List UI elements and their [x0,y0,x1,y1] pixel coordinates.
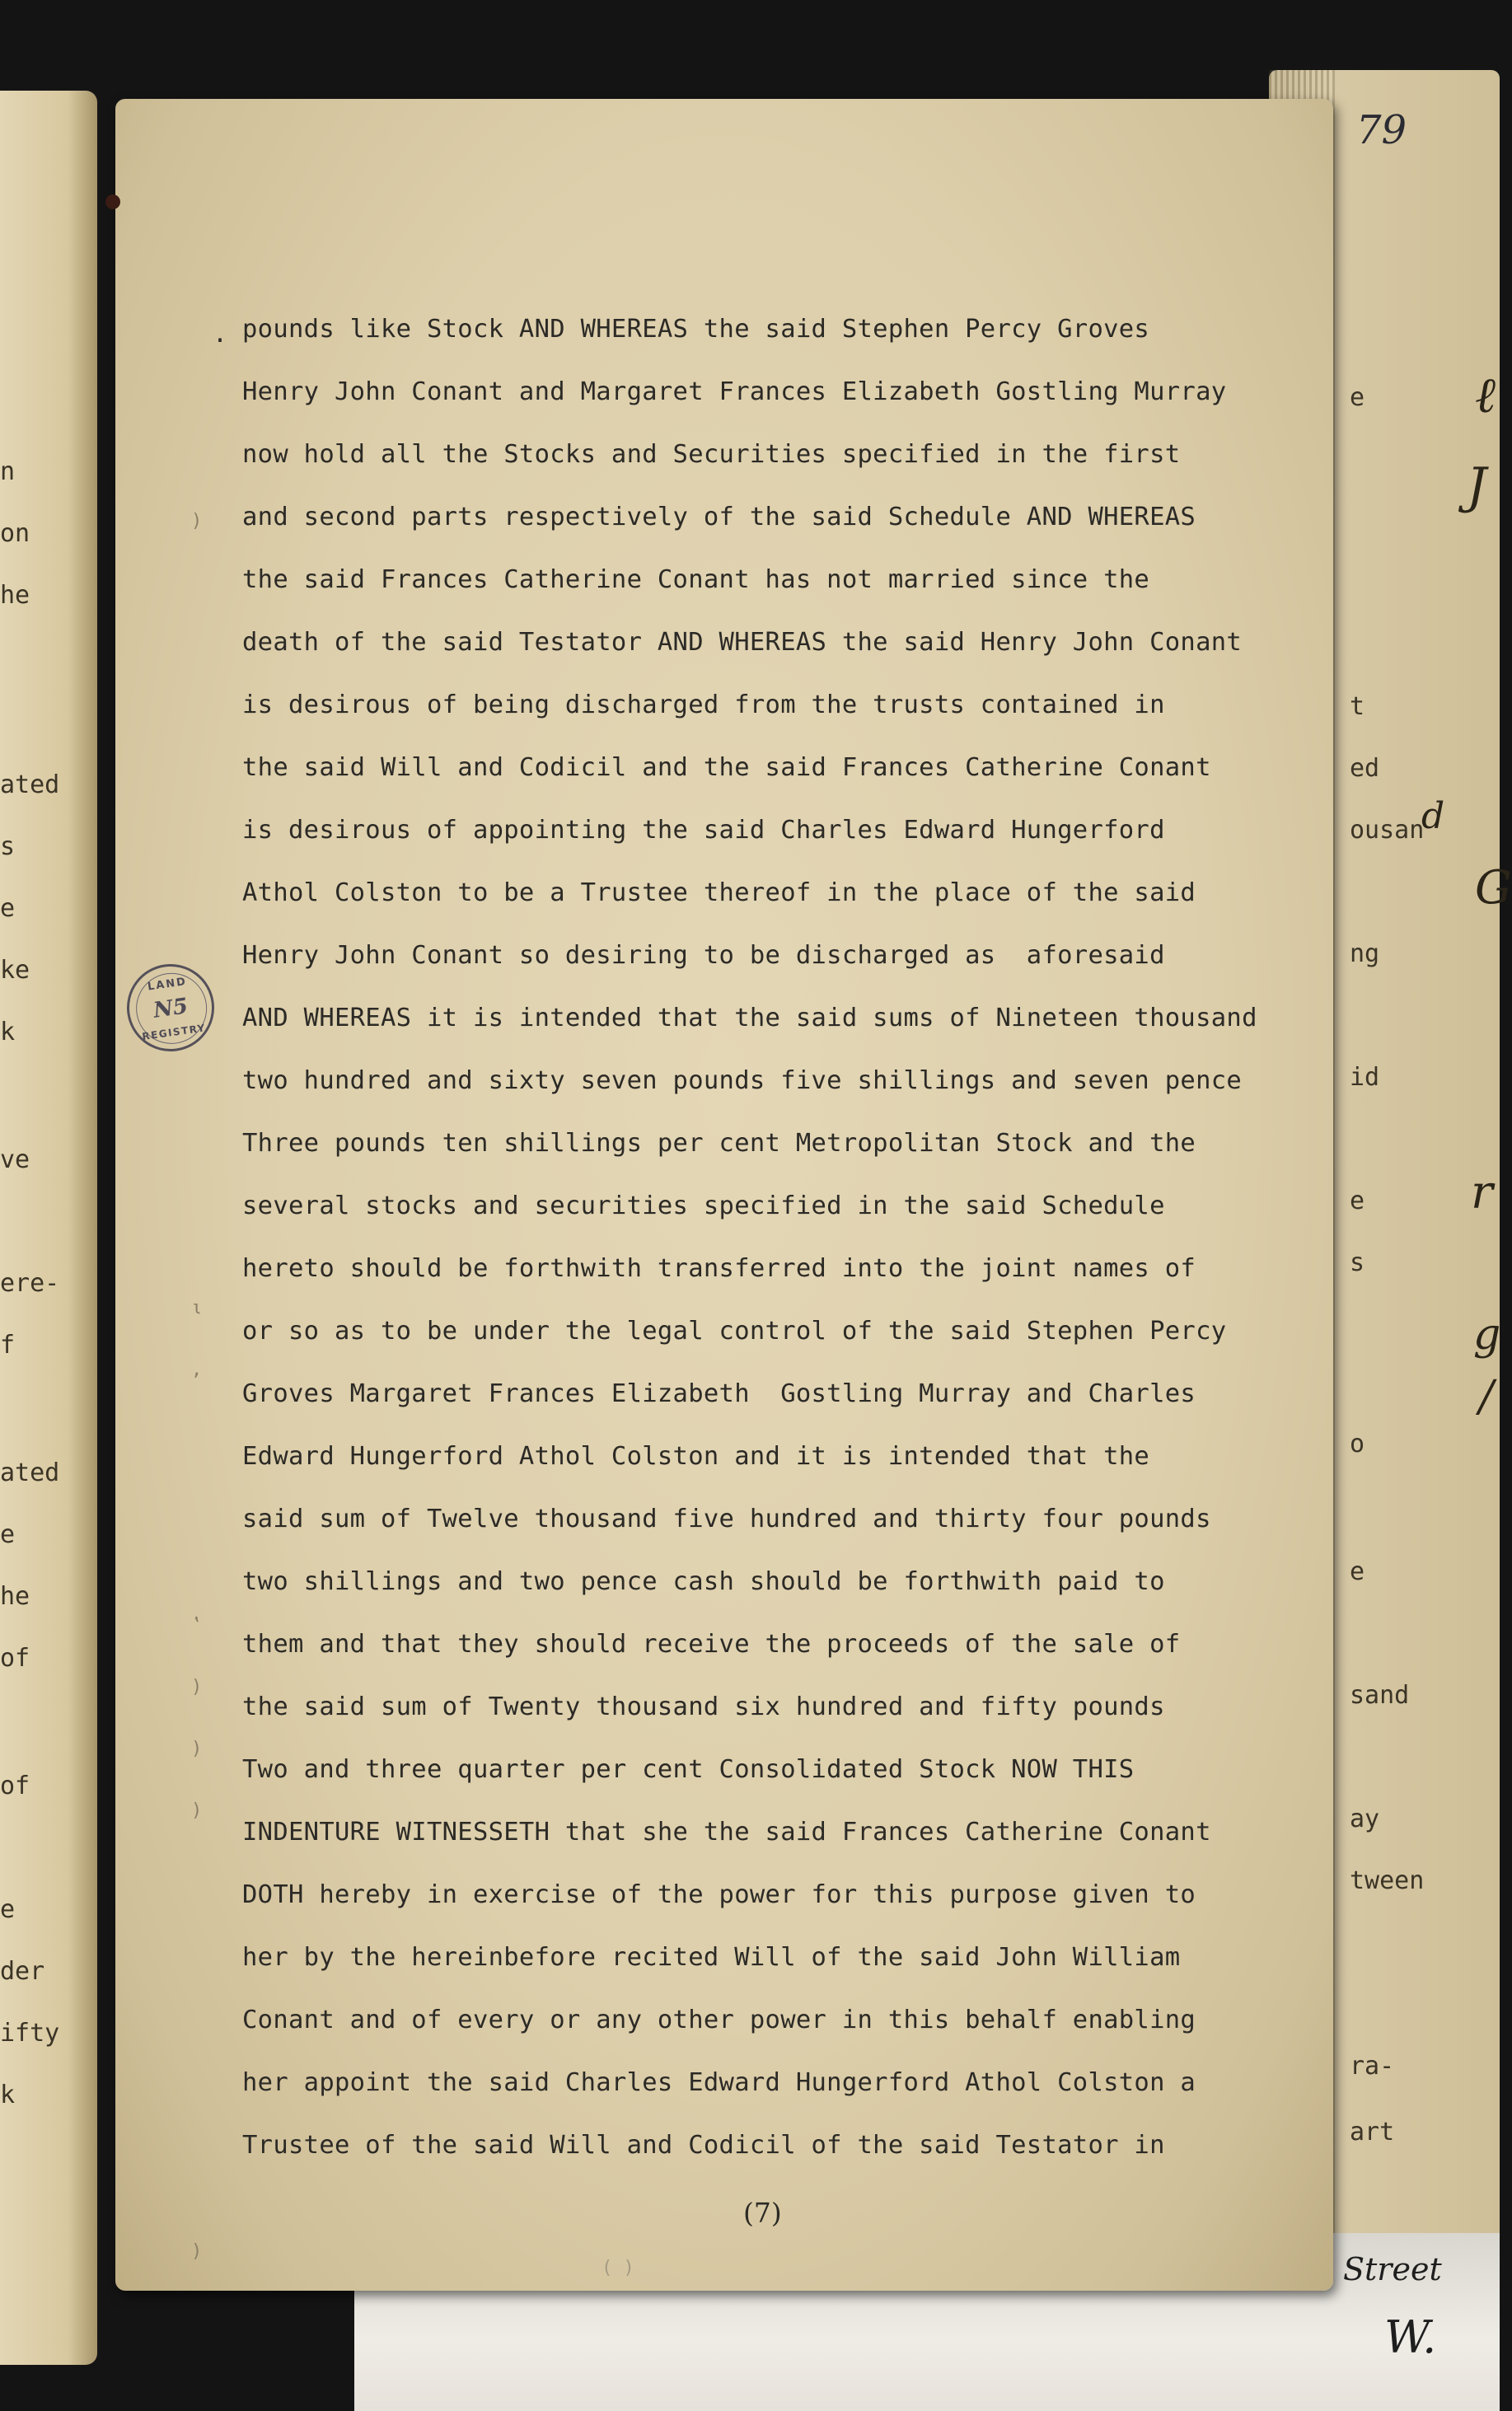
left-page-fragment: e [0,1895,16,1924]
left-page-fragment: k [0,1018,16,1046]
left-page-fragment: ated [0,770,60,799]
text-line: hereto should be forthwith transferred into the joint names of [242,1254,1196,1283]
left-facing-page [0,91,97,2365]
stamp-top-text: LAND [147,976,188,994]
text-line: pounds like Stock AND WHEREAS the said Stephen Percy Groves [242,315,1150,344]
handwritten-mark: G [1475,861,1512,915]
margin-tick: ) [191,1739,203,1759]
right-page-fragment: e [1350,383,1365,412]
left-page-fragment: s [0,832,16,861]
handwritten-page-number: 79 [1356,107,1407,153]
folio-number: (7) [743,2197,782,2229]
right-page-fragment: s [1350,1248,1365,1277]
right-page-fragment: ed [1350,754,1380,783]
text-line: said sum of Twelve thousand five hundred and thirty four pounds [242,1505,1211,1533]
right-page-fragment: id [1350,1063,1380,1092]
left-page-fragment: ke [0,956,30,985]
handwritten-mark: / [1479,1372,1494,1421]
text-line: Three pounds ten shillings per cent Metropolitan Stock and the [242,1129,1196,1158]
margin-tick: ) [191,1800,203,1821]
left-page-fragment: ve [0,1145,30,1174]
faint-bracket-mark: ( ) [602,2258,634,2278]
right-page-fragment: tween [1350,1866,1425,1895]
text-line: Two and three quarter per cent Consolidated Stock NOW THIS [242,1755,1135,1784]
left-page-fragment: der [0,1957,45,1986]
handwritten-mark: r [1471,1166,1493,1220]
text-line: AND WHEREAS it is intended that the said sums of Nineteen thousand [242,1004,1257,1032]
handwritten-mark: d [1421,795,1445,837]
margin-tick: ) [191,2241,203,2262]
right-page-fragment: t [1350,692,1365,721]
left-page-fragment: ere- [0,1269,60,1298]
left-page-fragment: k [0,2081,16,2109]
right-page-fragment: e [1350,1187,1365,1215]
text-line: two shillings and two pence cash should be forthwith paid to [242,1567,1165,1596]
text-line: the said Frances Catherine Conant has not married since the [242,565,1150,594]
text-line: the said Will and Codicil and the said Frances Catherine Conant [242,753,1211,782]
text-line: the said sum of Twenty thousand six hundred and fifty pounds [242,1692,1165,1721]
left-page-fragment: ifty [0,2019,60,2048]
margin-tick: ) [191,1677,203,1697]
left-page-fragment: f [0,1331,16,1360]
typed-text-body [115,99,1333,2291]
right-page-fragment: ra- [1350,2052,1395,2081]
margin-tick: ‚ [191,1360,203,1380]
left-page-fragment: e [0,1520,16,1549]
text-line: and second parts respectively of the said Schedule AND WHEREAS [242,503,1196,531]
right-page-fragment: ay [1350,1805,1380,1833]
text-line: two hundred and sixty seven pounds five shillings and seven pence [242,1066,1243,1095]
text-line: Trustee of the said Will and Codicil of the said Testator in [242,2131,1165,2160]
text-line: or so as to be under the legal control of the said Stephen Percy [242,1317,1227,1346]
margin-tick: ‛ [191,1615,203,1636]
text-line: DOTH hereby in exercise of the power for this purpose given to [242,1880,1196,1909]
text-line: them and that they should receive the proceeds of the sale of [242,1630,1181,1659]
left-page-fragment: of [0,1772,30,1800]
left-page-fragment: on [0,519,30,548]
right-page-fragment: sand [1350,1681,1410,1710]
text-line: Henry John Conant and Margaret Frances Elizabeth Gostling Murray [242,377,1227,406]
text-line: Athol Colston to be a Trustee thereof in the place of the said [242,878,1196,907]
text-line: INDENTURE WITNESSETH that she the said Frances Catherine Conant [242,1818,1211,1847]
left-page-fragment: he [0,581,30,610]
left-page-fragment: e [0,894,16,923]
text-line: death of the said Testator AND WHEREAS the said Henry John Conant [242,628,1243,657]
text-line: now hold all the Stocks and Securities specified in the first [242,440,1181,469]
underlying-sheet-fragment: Street [1343,2251,1442,2287]
handwritten-mark: J [1467,457,1487,515]
right-page-fragment: o [1350,1430,1365,1458]
left-page-fragment: of [0,1644,30,1673]
text-line: Edward Hungerford Athol Colston and it is intended that the [242,1442,1150,1471]
text-line: Conant and of every or any other power in this behalf enabling [242,2006,1196,2034]
margin-tick: ) [191,511,203,531]
margin-tick: ι [191,1298,203,1318]
text-line: is desirous of being discharged from the trusts contained in [242,691,1165,719]
handwritten-mark: ℓ [1475,367,1496,424]
right-page-fragment: e [1350,1557,1365,1586]
stamp-bottom-text: REGISTRY [141,1022,207,1043]
stamp-mark: N5 [152,994,190,1023]
right-page-fragment: ng [1350,939,1380,968]
right-page-fragment: art [1350,2118,1395,2146]
handwritten-mark: g [1473,1310,1501,1360]
right-page-fragment: ousan [1350,816,1425,845]
left-page-fragment: ated [0,1458,60,1487]
text-line: her appoint the said Charles Edward Hungerford Athol Colston a [242,2068,1196,2097]
text-line: Henry John Conant so desiring to be discharged as aforesaid [242,941,1165,970]
text-line: her by the hereinbefore recited Will of the said John William [242,1943,1181,1972]
text-line: several stocks and securities specified in the said Schedule [242,1191,1165,1220]
left-page-fragment: n [0,457,16,486]
underlying-sheet-fragment: W. [1384,2311,1437,2363]
text-line: is desirous of appointing the said Charles Edward Hungerford [242,816,1165,845]
line-marker: . [213,320,228,349]
text-line: Groves Margaret Frances Elizabeth Gostling Murray and Charles [242,1379,1196,1408]
left-page-fragment: he [0,1582,30,1611]
